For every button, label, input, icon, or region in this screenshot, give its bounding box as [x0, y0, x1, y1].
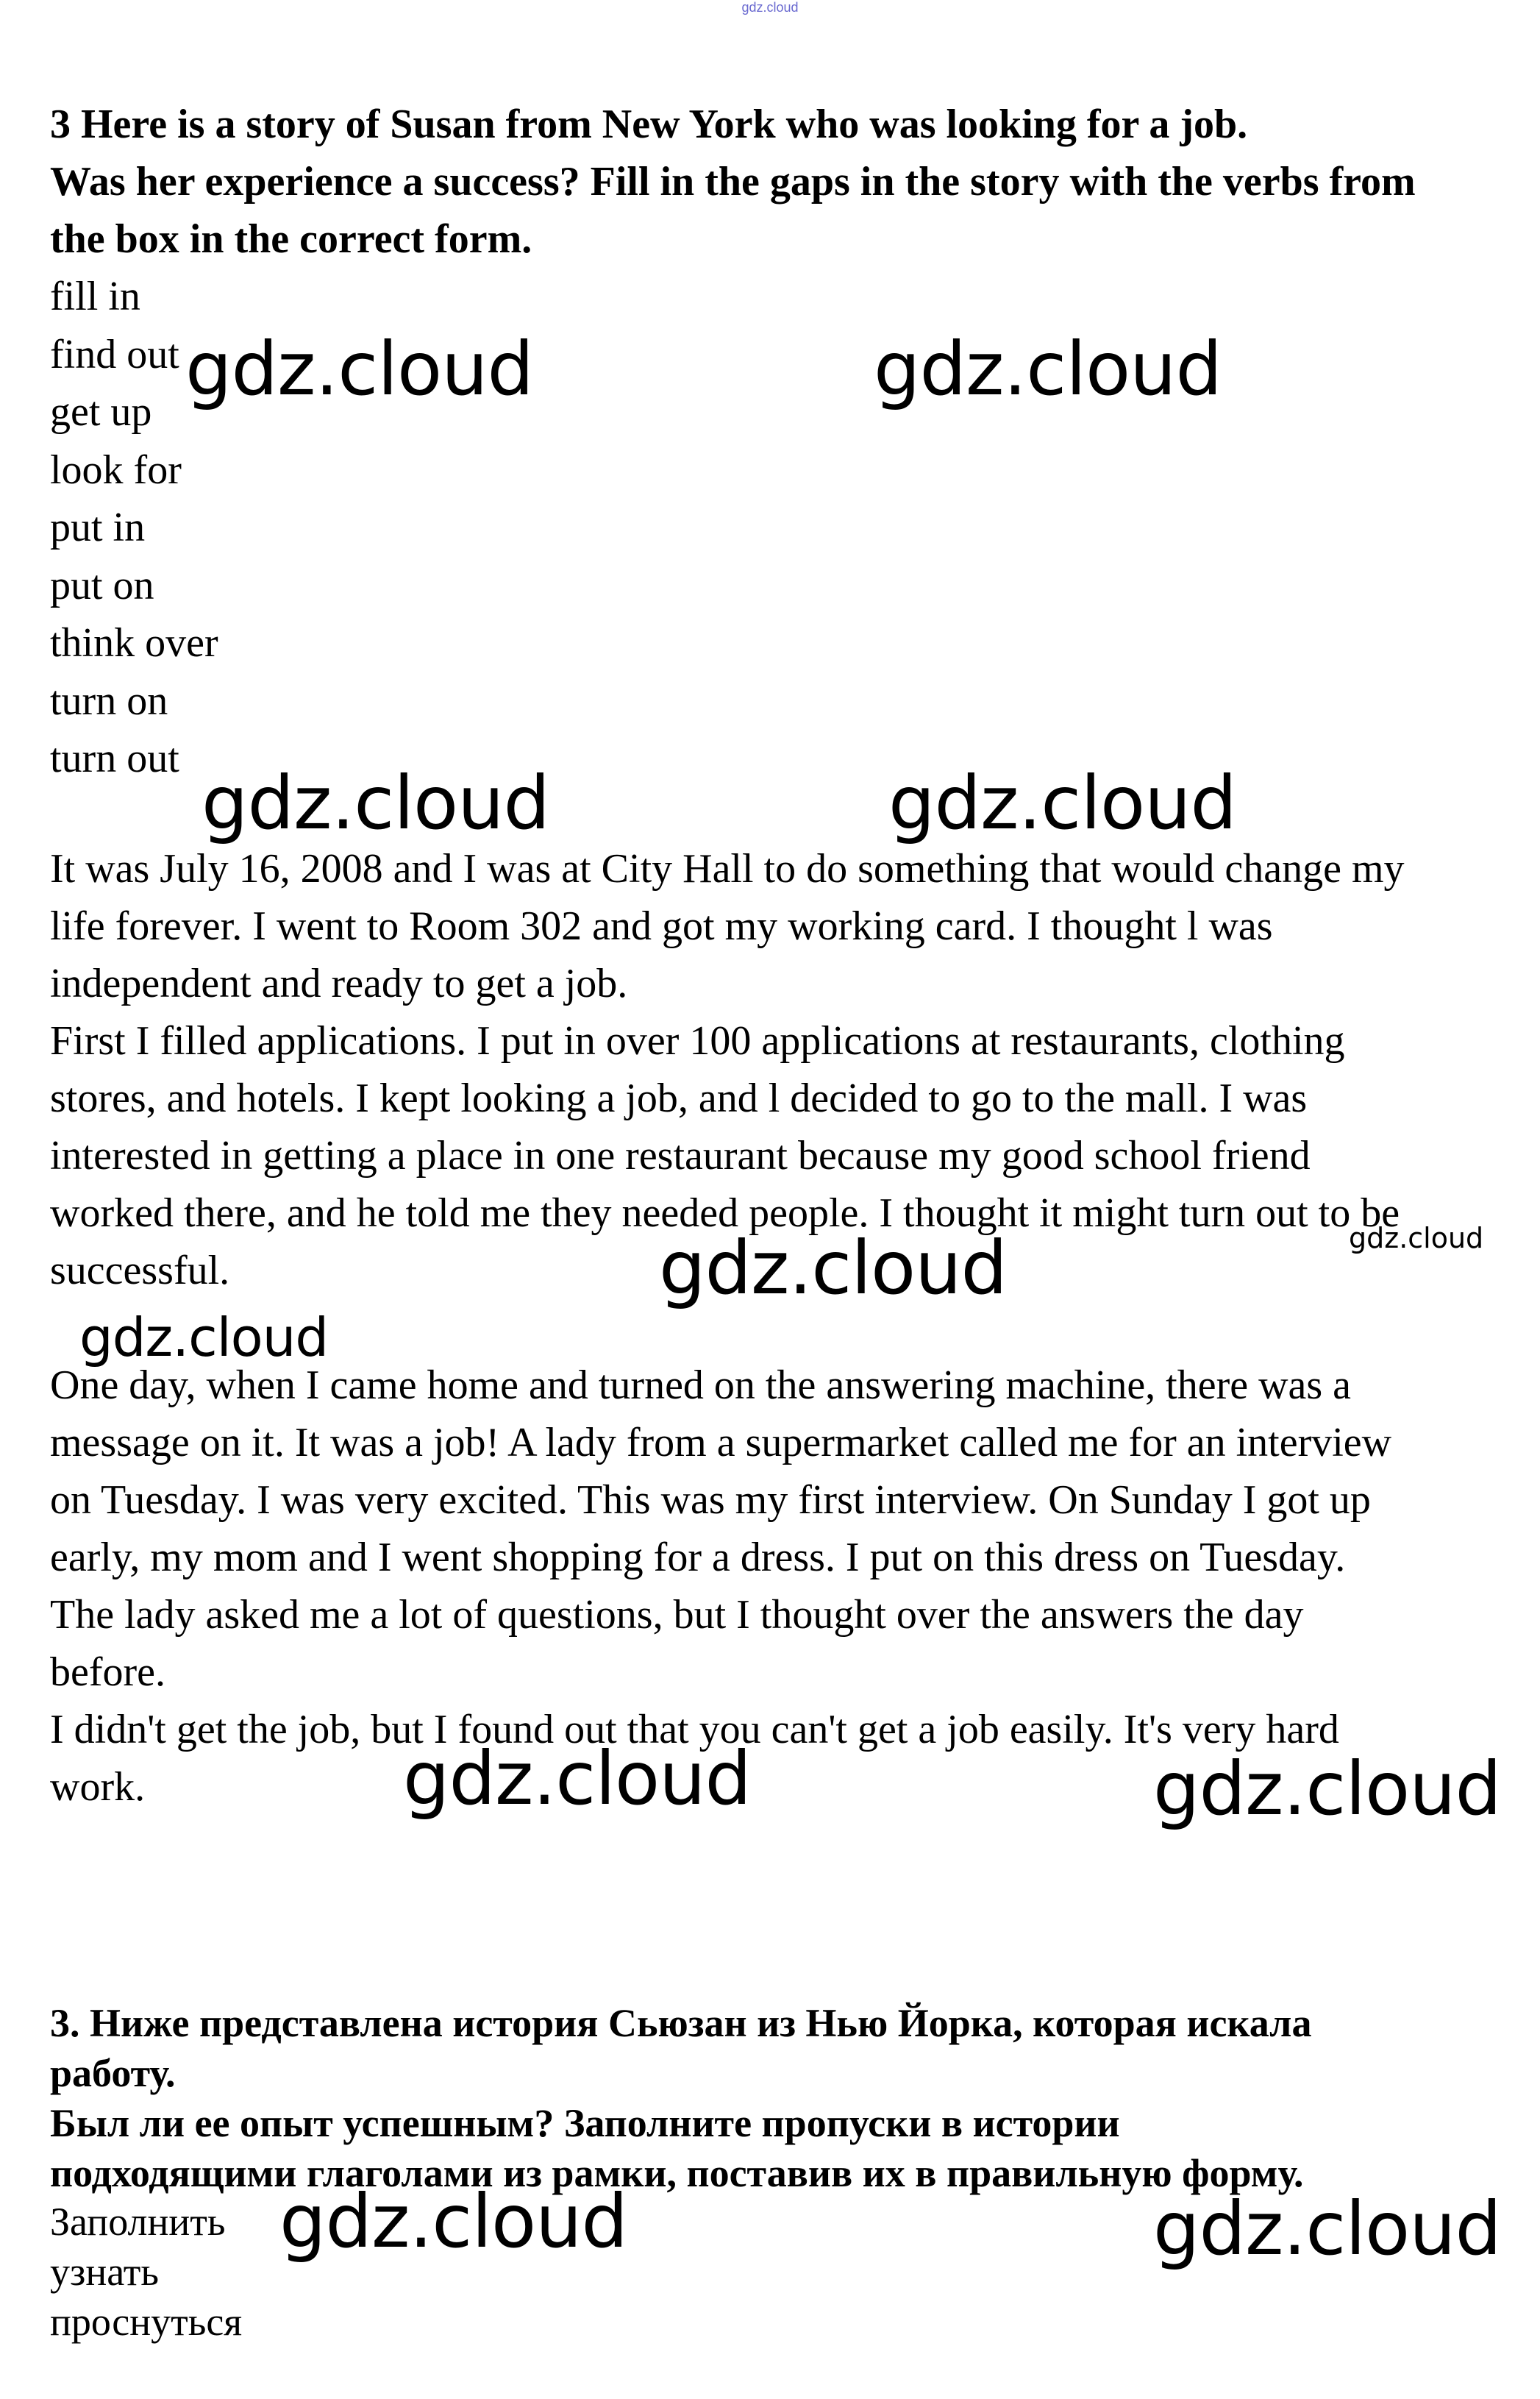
- watermark: gdz.cloud: [279, 2178, 628, 2264]
- watermark: gdz.cloud: [185, 326, 534, 412]
- watermark-small: gdz.cloud: [1349, 1222, 1484, 1254]
- story-line: message on it. It was a job! A lady from a supermarket called me for an interview: [50, 1420, 1392, 1465]
- verb-item: think over: [50, 620, 218, 666]
- story-line: The lady asked me a lot of questions, but I thought over the answers the day: [50, 1592, 1304, 1638]
- story-line: It was July 16, 2008 and I was at City Hall to do something that would change my: [50, 846, 1405, 892]
- verb-item: turn out: [50, 736, 179, 781]
- verb-item: put on: [50, 562, 154, 608]
- heading-line: 3. Ниже представлена история Сьюзан из Нью Йорка, которая искала: [50, 2001, 1312, 2045]
- verb-item: put in: [50, 505, 146, 550]
- heading-line: Was her experience a success? Fill in the gaps in the story with the verbs from: [50, 159, 1416, 205]
- watermark: gdz.cloud: [1153, 1746, 1502, 1832]
- watermark: gdz.cloud: [888, 760, 1237, 846]
- story-line: successful.: [50, 1248, 230, 1293]
- verb-item: turn on: [50, 678, 168, 724]
- heading-line: 3 Here is a story of Susan from New York who was looking for a job.: [50, 102, 1248, 147]
- verb-item: проснуться: [50, 2300, 243, 2344]
- verb-item: look for: [50, 447, 182, 493]
- story-line: on Tuesday. I was very excited. This was my first interview. On Sunday I got up: [50, 1477, 1371, 1523]
- watermark: gdz.cloud: [79, 1307, 329, 1368]
- heading-line: работу.: [50, 2051, 176, 2095]
- verb-item: fill in: [50, 274, 140, 319]
- verb-item: find out: [50, 331, 179, 377]
- story-line: stores, and hotels. I kept looking a job, and l decided to go to the mall. I was: [50, 1076, 1308, 1121]
- story-line: I didn't get the job, but I found out that you can't get a job easily. It's very hard: [50, 1707, 1339, 1752]
- watermark: gdz.cloud: [1153, 2186, 1502, 2272]
- watermark: gdz.cloud: [202, 760, 550, 846]
- story-line: early, my mom and I went shopping for a dress. I put on this dress on Tuesday.: [50, 1535, 1346, 1580]
- heading-line: the box in the correct form.: [50, 216, 532, 262]
- story-line: before.: [50, 1649, 166, 1695]
- heading-line: Был ли ее опыт успешным? Заполните пропуски в истории: [50, 2101, 1120, 2145]
- verb-box-ru: [50, 2197, 242, 2347]
- watermark: gdz.cloud: [659, 1225, 1008, 1311]
- verb-item: get up: [50, 389, 152, 435]
- top-watermark: gdz.cloud: [741, 0, 799, 15]
- story-line: One day, when I came home and turned on the answering machine, there was a: [50, 1362, 1352, 1408]
- watermark: gdz.cloud: [403, 1735, 752, 1822]
- story-line: life forever. I went to Room 302 and got my working card. I thought l was: [50, 903, 1273, 949]
- heading-line: подходящими глаголами из рамки, поставив их в правильную форму.: [50, 2151, 1304, 2195]
- story-line: independent and ready to get a job.: [50, 961, 628, 1006]
- story-line: First I filled applications. I put in over 100 applications at restaurants, clothing: [50, 1018, 1345, 1064]
- story-line: interested in getting a place in one restaurant because my good school friend: [50, 1133, 1311, 1179]
- watermark: gdz.cloud: [874, 326, 1222, 412]
- story-line: worked there, and he told me they needed people. I thought it might turn out to be: [50, 1190, 1400, 1236]
- verb-item: Заполнить: [50, 2200, 226, 2244]
- task-heading-ru: [50, 1998, 1514, 2198]
- story-line: work.: [50, 1764, 146, 1810]
- task-heading-en: [50, 96, 1514, 268]
- verb-item: узнать: [50, 2250, 160, 2294]
